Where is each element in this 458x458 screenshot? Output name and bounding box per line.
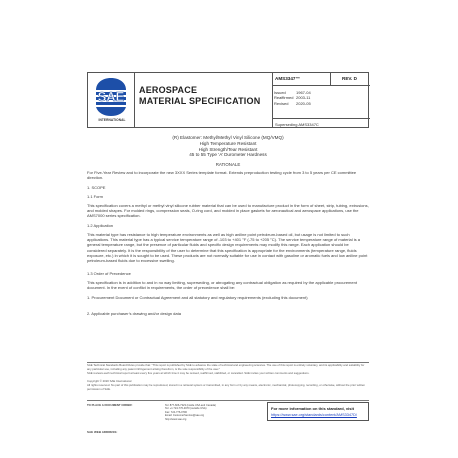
header-block	[87, 72, 369, 128]
logo-text: SAE	[97, 89, 125, 104]
doc-number: AMS3347™	[275, 76, 301, 81]
title-cell	[134, 73, 273, 128]
sae-logo-icon	[93, 77, 129, 117]
contact-line: Tel: +1 724-776-4970 (outside USA)	[165, 407, 207, 411]
doc-number-cell	[272, 73, 331, 86]
material-title	[87, 135, 369, 158]
order-label	[87, 404, 132, 408]
rationale-text: For Five-Year Review and to incorporate the new 3XXX Series template format. Extends preproduction testing cycle from 3 to 5 years per CE committee direction.	[87, 170, 357, 181]
material-title-line: High Temperature Resistant	[199, 140, 257, 146]
date-label: Revised	[274, 100, 289, 106]
revision-label: REV. D	[342, 76, 357, 81]
date-row-revised	[274, 101, 311, 106]
order-label-text: TO PLACE A DOCUMENT ORDER:	[87, 403, 133, 407]
date-value: 2003-11	[296, 95, 311, 101]
title-line-1: AEROSPACE	[139, 85, 198, 95]
contact-line[interactable]: http://www.sae.org	[165, 417, 187, 421]
footer-note: SAE Technical Standards Board Rules provide that: "This report is published by SAE to advance the state of technical and engineering sciences. The use of this report is entirely voluntary, and its applicability and suitability for any particular use, including any patent infringement arising therefrom, is the sole responsibility of the user."	[87, 363, 365, 371]
date-label: Reaffirmed	[274, 95, 294, 101]
section-form-text: This specification covers a methyl or methyl vinyl silicone rubber material that can be used to manufacture product in the form of sheet, strip, tubing, extrusions, and molded shapes. For molded rings, compression seals, O-ring cord, and molded in place gaskets for aeronautical and aerospace applications, use the AMS7000 series specification.	[87, 203, 369, 219]
rationale-heading: RATIONALE	[215, 162, 241, 167]
section-application-heading: 1.2 Application	[87, 223, 114, 228]
section-precedence-heading: 1.3 Order of Precedence	[87, 271, 131, 276]
footer-note: Copyright © 2020 SAE International	[87, 379, 132, 383]
section-application-text: This material type has resistance to high temperature environments as well as high aniline point petroleum-based oil, but usage is not limited to such applications. This material type has a typical service temperature range of -103 to +401 °F (-75 to +205 °C). The service temperature range of material is a general temperature range, but the presence of particular fluids and specific design requirements may modify this range. Each application should be considered separately. It is the responsibility of the user to determine that this specification is appropriate for the environments (temperature range, fluids exposure, etc.) in which it is sought to be used. These products are not normally suitable for use in contact with gasoline or aromatic fuels and low aniline point petroleum-based fluids due to excessive swelling.	[87, 232, 368, 264]
footer-divider	[87, 400, 369, 401]
footer-note: All rights reserved. No part of this publication may be reproduced, stored in a retrieval system or transmitted, in any form or by any means, electronic, mechanical, photocopying, recording, or otherwise, without the prior written permission of SAE.	[87, 383, 365, 391]
contact-line: Tel: 877-606-7323 (inside USA and Canada)	[165, 404, 216, 407]
material-title-line: High Strength/Tear Resistant	[198, 146, 258, 152]
more-info-title: For more information on this standard, visit	[271, 406, 354, 411]
contact-block	[165, 404, 216, 421]
material-title-line: (R) Elastomer: Methyl/Methyl Vinyl Silicone (MQ/VMQ)	[172, 135, 284, 140]
section-form-heading: 1.1 Form	[87, 194, 104, 199]
document-page	[87, 72, 369, 438]
rev-cell	[330, 73, 370, 86]
date-value: 1967-04	[296, 90, 311, 95]
title-line-2: MATERIAL SPECIFICATION	[139, 96, 261, 106]
web-address-label: SAE WEB ADDRESS:	[87, 430, 118, 434]
date-value: 2020-05	[296, 100, 311, 106]
precedence-item-2: 2. Applicable purchaser’s drawing and/or design data	[87, 311, 181, 316]
precedence-item-1: 1. Procurement Document or Contractual Agreement and all statutory and regulatory requirements (excluding this document)	[87, 295, 308, 300]
logo-subtext: INTERNATIONAL	[98, 118, 126, 122]
section-precedence-text: This specification is in addition to and in no way limiting, superseding, or abrogating any contractual obligation as required by the applicable procurement document. In the event of conflict in requirements, the order of precedence shall be:	[87, 280, 357, 291]
more-info-box	[267, 402, 369, 421]
material-title-line: 45 to 55 Type ‘A’ Durometer Hardness	[189, 152, 267, 158]
date-label: Issued	[274, 90, 286, 95]
contact-line[interactable]: Email: CustomerService@sae.org	[165, 414, 205, 418]
logo-cell	[88, 73, 135, 128]
section-scope-heading: 1. SCOPE	[87, 185, 106, 190]
footer-note: SAE reviews each technical report at least every five years at which time it may be revised, reaffirmed, stabilized, or cancelled. SAE invites your written comments and suggestions.	[87, 371, 310, 375]
dates-block	[274, 90, 311, 106]
supersedes-cell	[272, 118, 370, 129]
contact-line: Fax: 724-776-0790	[165, 410, 187, 414]
supersedes-text: Superseding AMS3347C	[275, 121, 319, 127]
more-info-link[interactable]: https://www.sae.org/standards/content/AMS3347D/	[271, 413, 357, 417]
